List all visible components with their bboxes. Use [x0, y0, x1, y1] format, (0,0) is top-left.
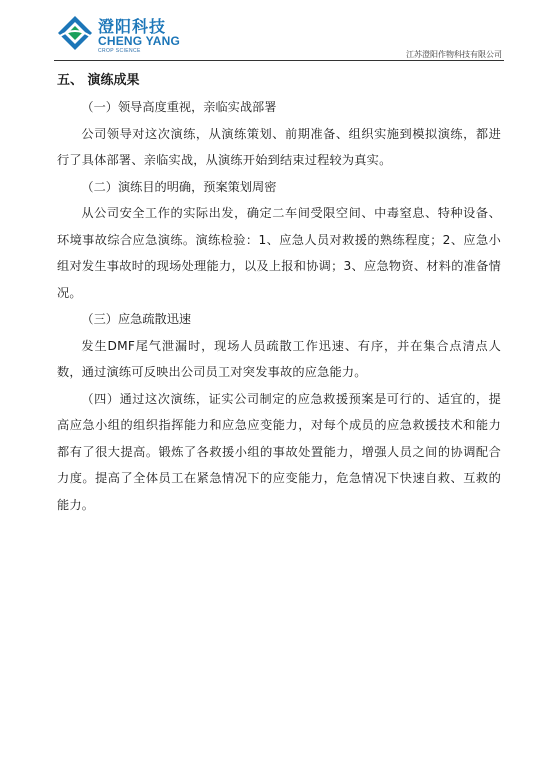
logo-english-name: CHENG YANG [98, 34, 181, 48]
company-name: 江苏澄阳作物科技有限公司 [406, 50, 502, 59]
header-divider [54, 60, 504, 61]
paragraph-1: 公司领导对这次演练，从演练策划、前期准备、组织实施到模拟演练，都进行了具体部署、亲临实战，从演练开始到结束过程较为真实。 [57, 126, 501, 167]
paragraph-3: 发生DMF尾气泄漏时，现场人员疏散工作迅速、有序，并在集合点清点人数，通过演练可反映出公司员工对突发事故的应急能力。 [57, 338, 501, 379]
logo-diamond-icon [56, 14, 94, 52]
document-body [57, 68, 501, 518]
subsection-heading-1: （一）领导高度重视，亲临实战部署 [81, 100, 277, 114]
company-logo [56, 14, 211, 58]
subsection-heading-3: （三）应急疏散迅速 [81, 312, 192, 326]
subsection-heading-2: （二）演练目的明确，预案策划周密 [81, 179, 277, 194]
section-title: 五、 演练成果 [57, 73, 140, 88]
logo-chinese-name: 澄阳科技 [98, 17, 167, 36]
page-header [0, 0, 554, 64]
paragraph-2: 从公司安全工作的实际出发，确定二车间受限空间、中毒窒息、特种设备、环境事故综合应急演练。演练检验：1、应急人员对救援的熟练程度；2、应急小组对发生事故时的现场处理能力，以及上报和协调；3、应急物资、材料的准备情况。 [57, 206, 501, 300]
logo-subtitle: CROP SCIENCE [98, 48, 141, 54]
paragraph-4: （四）通过这次演练，证实公司制定的应急救援预案是可行的、适宜的，提高应急小组的组织指挥能力和应急应变能力，对每个成员的应急救援技术和能力都有了很大提高。锻炼了各救援小组的事故处置能力，增强人员之间的协调配合力度。提高了全体员工在紧急情况下的应变能力，危急情况下快速自救、互救的能力。 [57, 391, 501, 512]
